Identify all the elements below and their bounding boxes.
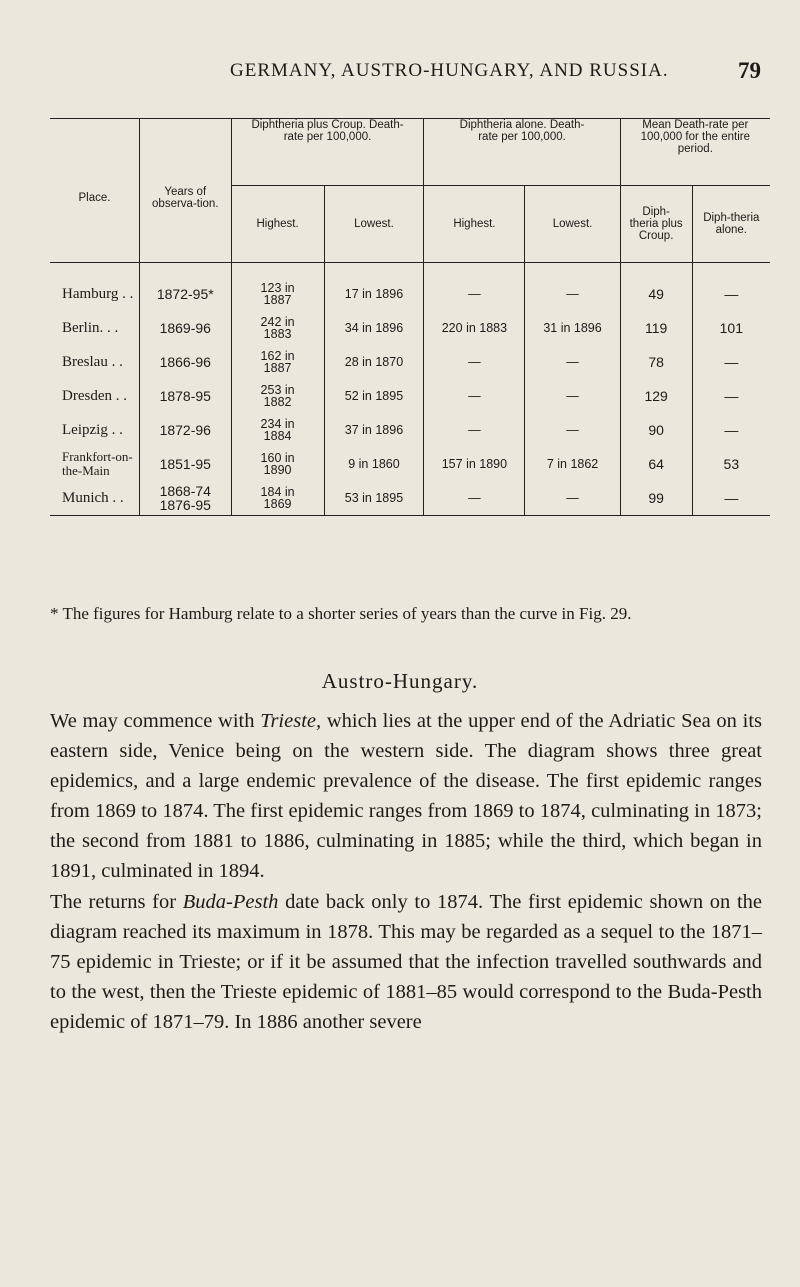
row-mean-croup: 49: [620, 263, 692, 312]
col-place-header: Place.: [50, 119, 139, 263]
row-croup-highest: 162 in 1887: [231, 345, 324, 379]
row-croup-lowest: 17 in 1896: [324, 263, 424, 312]
table-header-row: [50, 119, 770, 186]
row-alone-highest: 220 in 1883: [424, 311, 525, 345]
table-row: [50, 413, 770, 447]
row-place: Hamburg . .: [62, 286, 134, 302]
row-alone-highest: 157 in 1890: [424, 447, 525, 481]
row-mean-alone: 53: [692, 447, 770, 481]
group-alone-header: Diphtheria alone. Death-rate per 100,000.: [424, 119, 620, 186]
section-title: Austro-Hungary.: [321, 669, 479, 693]
row-years: 1868-74 1876-95: [139, 481, 231, 516]
row-place: Dresden . .: [62, 388, 127, 404]
row-croup-lowest: 34 in 1896: [324, 311, 424, 345]
row-alone-highest: —: [424, 481, 525, 516]
page-number: 79: [738, 58, 761, 83]
running-header: [0, 58, 800, 88]
row-alone-highest: —: [424, 345, 525, 379]
table-row: [50, 481, 770, 516]
row-place: Frankfort-on-the-Main: [62, 449, 133, 478]
row-croup-lowest: 52 in 1895: [324, 379, 424, 413]
row-years: 1851-95: [139, 447, 231, 481]
sub-lowest-croup: Lowest.: [324, 186, 424, 263]
paragraph-1: We may commence with Trieste, which lies at the upper end of the Adriatic Sea on its eastern side, Venice being on the western side. The diagram shows three great epidemics, and a large endemic prevalence of the disease. The first epidemic ranges from 1869 to 1874. The first epidemic ranges from 1869 to 1874, culminating in 1873; the second from 1881 to 1886, culminating in 1885; while the third, which began in 1891, culminated in 1894.: [50, 710, 762, 883]
row-mean-croup: 90: [620, 413, 692, 447]
table-row: [50, 345, 770, 379]
row-croup-highest: 184 in 1869: [231, 481, 324, 516]
table-row: [50, 263, 770, 312]
sub-lowest-alone: Lowest.: [525, 186, 620, 263]
row-croup-lowest: 53 in 1895: [324, 481, 424, 516]
sub-mean-alone: Diph-theria alone.: [692, 186, 770, 263]
row-mean-croup: 119: [620, 311, 692, 345]
row-place: Leipzig . .: [62, 422, 123, 438]
table-body: [50, 263, 770, 516]
table-row: [50, 379, 770, 413]
body-text: [50, 706, 762, 1037]
row-mean-alone: —: [692, 263, 770, 312]
table-row: [50, 311, 770, 345]
row-alone-lowest: 7 in 1862: [525, 447, 620, 481]
row-alone-lowest: —: [525, 345, 620, 379]
row-croup-highest: 160 in 1890: [231, 447, 324, 481]
group-mean-header: Mean Death-rate per 100,000 for the entire period.: [620, 119, 770, 186]
row-place: Breslau . .: [62, 354, 123, 370]
row-alone-highest: —: [424, 413, 525, 447]
row-alone-lowest: 31 in 1896: [525, 311, 620, 345]
paragraph-2: The returns for Buda-Pesth date back only to 1874. The first epidemic shown on the diagram reached its maximum in 1878. This may be regarded as a sequel to the 1871–75 epidemic in Trieste; or if it be assumed that the infection travelled southwards and to the west, then the Trieste epidemic of 1881–85 would correspond to the Buda-Pesth epidemic of 1871–79. In 1886 another severe: [50, 890, 762, 1033]
row-mean-alone: —: [692, 481, 770, 516]
row-croup-highest: 234 in 1884: [231, 413, 324, 447]
row-croup-lowest: 9 in 1860: [324, 447, 424, 481]
row-alone-lowest: —: [525, 263, 620, 312]
group-croup-header: Diphtheria plus Croup. Death-rate per 100,000.: [231, 119, 424, 186]
row-alone-highest: —: [424, 379, 525, 413]
row-mean-alone: —: [692, 379, 770, 413]
row-mean-alone: —: [692, 345, 770, 379]
row-mean-croup: 64: [620, 447, 692, 481]
sub-highest-alone: Highest.: [424, 186, 525, 263]
row-croup-highest: 242 in 1883: [231, 311, 324, 345]
place-name: Trieste,: [260, 710, 322, 732]
row-years: 1872-95*: [139, 263, 231, 312]
row-croup-highest: 123 in 1887: [231, 263, 324, 312]
table-row: [50, 447, 770, 481]
footnote: * The figures for Hamburg relate to a shorter series of years than the curve in Fig. 29.: [50, 604, 632, 623]
place-name: Buda-Pesth: [182, 890, 279, 913]
sub-highest-croup: Highest.: [231, 186, 324, 263]
sub-mean-croup: Diph-theria plus Croup.: [620, 186, 692, 263]
running-title: GERMANY, AUSTRO-HUNGARY, AND RUSSIA.: [230, 60, 669, 81]
col-years-header: Years of observa-tion.: [139, 119, 231, 263]
row-mean-croup: 78: [620, 345, 692, 379]
row-alone-lowest: —: [525, 481, 620, 516]
row-mean-croup: 99: [620, 481, 692, 516]
row-alone-highest: —: [424, 263, 525, 312]
row-mean-alone: 101: [692, 311, 770, 345]
row-croup-highest: 253 in 1882: [231, 379, 324, 413]
row-mean-alone: —: [692, 413, 770, 447]
row-place: Berlin. . .: [62, 320, 119, 336]
row-years: 1866-96: [139, 345, 231, 379]
death-rate-table: [50, 118, 770, 516]
row-years: 1878-95: [139, 379, 231, 413]
row-years: 1869-96: [139, 311, 231, 345]
row-alone-lowest: —: [525, 379, 620, 413]
row-years: 1872-96: [139, 413, 231, 447]
row-croup-lowest: 37 in 1896: [324, 413, 424, 447]
row-alone-lowest: —: [525, 413, 620, 447]
row-croup-lowest: 28 in 1870: [324, 345, 424, 379]
row-place: Munich . .: [50, 481, 139, 516]
row-mean-croup: 129: [620, 379, 692, 413]
